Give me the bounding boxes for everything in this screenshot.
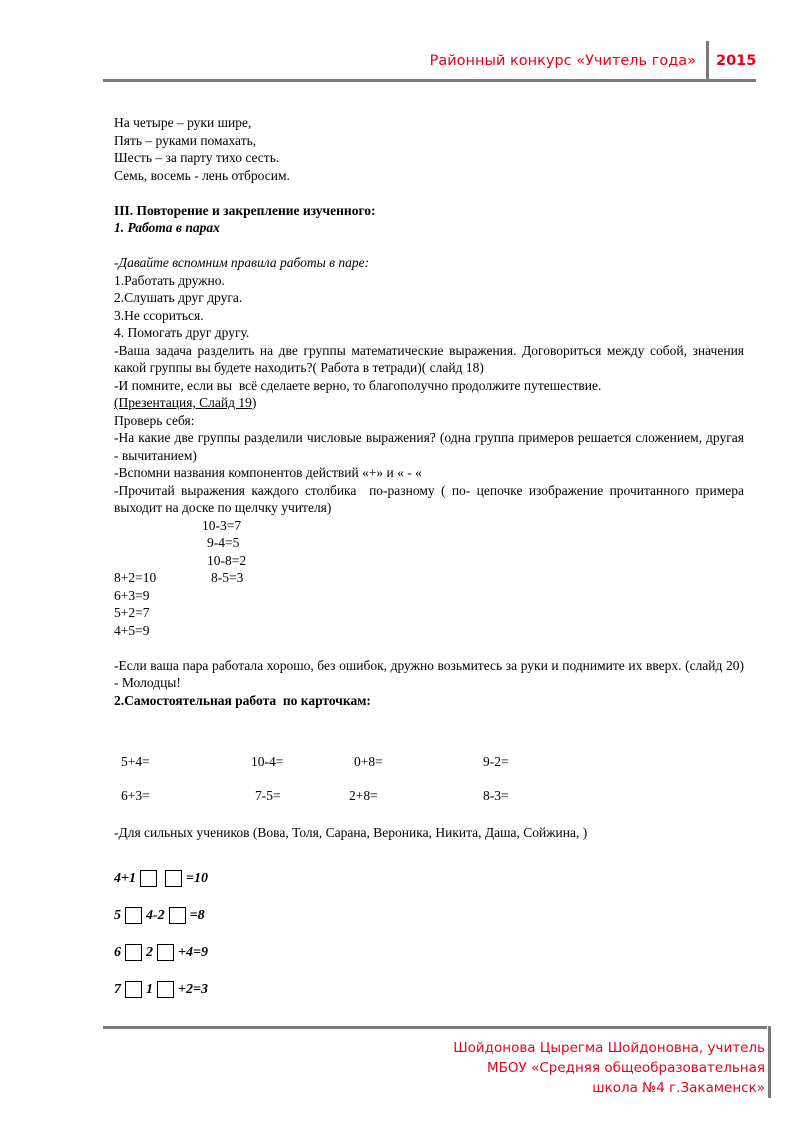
rule-item: 2.Слушать друг друга. [114,290,243,305]
presentation-link[interactable]: (Презентация, Слайд 19 [114,395,252,410]
math-left-item: 4+5=9 [114,622,150,638]
poem-line: Шесть – за парту тихо сесть. [114,150,280,165]
card-item: 5+4= [121,754,150,769]
equation-row: 7 1 +2=3 [114,981,208,997]
rule-item: 4. Помогать друг другу. [114,325,250,340]
card-item: 6+3= [121,788,150,803]
remember-paragraph: -И помните, если вы всё сделаете верно, то благополучно продолжите путешествие. [114,377,602,393]
math-left-item: 8+2=10 [114,570,157,585]
card-item: 2+8= [349,788,378,803]
math-right-item: 10-8=2 [207,552,247,568]
footer-author [453,1038,765,1098]
poem-line: Семь, восемь - лень отбросим. [114,167,290,183]
presentation-reference: (Презентация, Слайд 19) [114,395,257,410]
header-title: Районный конкурс «Учитель года» [429,53,696,69]
header-divider [706,41,709,81]
math-right-item: 8-5=3 [211,570,244,585]
answer-box[interactable] [157,981,174,998]
answer-box[interactable] [169,907,186,924]
math-left-item: 6+3=9 [114,587,150,603]
document-body [114,114,751,842]
header-year: 2015 [716,53,757,69]
question-groups: -На какие две группы разделили числовые выражения? (одна группа примеров решается сложением, другая - вычитанием) [114,430,751,463]
footer-line: школа №4 г.Закаменск» [592,1080,765,1096]
header-rule [103,79,756,82]
rule-item: 1.Работать дружно. [114,272,225,288]
subsection-pair-work: 1. Работа в парах [114,220,220,235]
math-columns [114,517,744,638]
card-item: 8-3= [483,788,509,803]
footer-rule [103,1026,767,1029]
task-paragraph: -Ваша задача разделить на две группы математические выражения. Договориться между собой, значения какой группы вы будете находить?( Работа в тетради)( слайд 18) [114,342,748,375]
equation-row: 6 2 +4=9 [114,944,208,960]
pair-outro: -Если ваша пара работала хорошо, без ошибок, дружно возьмитесь за руки и поднимите их вверх. (слайд 20) - Молодцы! [114,657,748,690]
question-read: -Прочитай выражения каждого столбика по-разному ( по- цепочке изображение прочитанного примера выходит на доске по щелчку учителя) [114,482,748,515]
answer-box[interactable] [125,981,142,998]
footer-line: Шойдонова Цырегма Шойдоновна, учитель [453,1040,765,1056]
card-item: 10-4= [251,754,284,769]
math-left-item: 5+2=7 [114,605,150,620]
card-exercises [114,709,744,814]
poem-line: На четыре – руки шире, [114,115,252,130]
rules-intro: -Давайте вспомним правила работы в паре: [114,255,370,270]
card-item: 7-5= [255,788,281,803]
answer-box[interactable] [165,870,182,887]
footer-divider [768,1026,771,1098]
equation-row: 4+1 =10 [114,870,208,886]
equation-row: 5 4-2 =8 [114,907,205,923]
answer-box[interactable] [125,907,142,924]
subsection-cards: 2.Самостоятельная работа по карточкам: [114,692,371,708]
poem-line: Пять – руками помахать, [114,132,257,148]
section-title: III. Повторение и закрепление изученного: [114,202,376,218]
check-yourself: Проверь себя: [114,412,195,428]
math-right-item: 9-4=5 [207,535,240,550]
answer-box[interactable] [140,870,157,887]
answer-box[interactable] [125,944,142,961]
card-item: 9-2= [483,754,509,769]
footer-line: МБОУ «Средняя общеобразовательная [487,1060,765,1076]
math-right-item: 10-3=7 [202,517,242,533]
strong-students: -Для сильных учеников (Вова, Толя, Сарана, Вероника, Никита, Даша, Сойжина, ) [114,825,588,840]
card-item: 0+8= [354,754,383,769]
answer-box[interactable] [157,944,174,961]
question-components: -Вспомни названия компонентов действий «+» и « - « [114,465,422,480]
rule-item: 3.Не ссориться. [114,307,204,323]
